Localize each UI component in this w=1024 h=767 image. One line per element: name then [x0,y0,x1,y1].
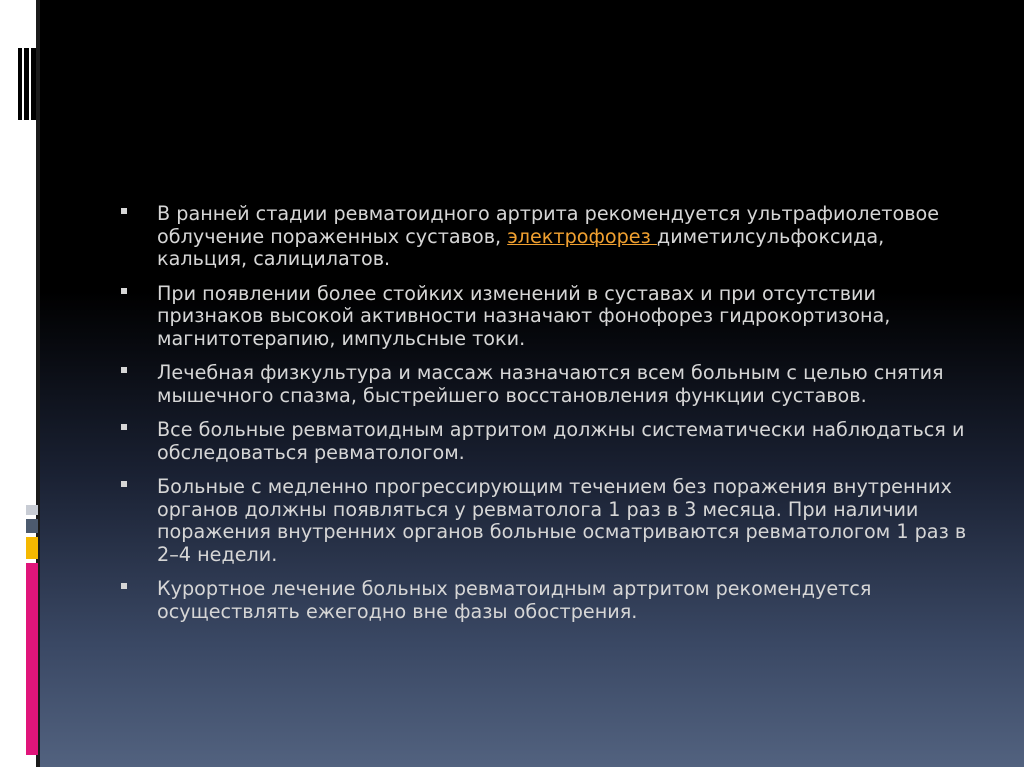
bullet-text: Курортное лечение больных ревматоидным артритом рекомендуется осуществлять ежегодно вне фазы обострения. [157,577,872,623]
bullet-text-continued: диметилсульфоксида, кальция, салицилатов. [157,224,885,270]
bullet-text: Больные с медленно прогрессирующим течением без поражения внутренних органов должны появляться у ревматолога 1 раз в 3 месяца. При наличии поражения внутренних органов больные осматриваются ревматологом 1 раз в 2–4 недели. [157,475,967,566]
bullet-marker [121,481,127,487]
bullet-marker [121,288,127,294]
list-item [118,203,978,271]
list-item [118,476,978,566]
electrophoresis-link[interactable]: электрофорез [507,224,657,248]
bullet-marker [121,583,127,589]
bullet-list [118,203,978,635]
bullet-marker [121,367,127,373]
list-item [118,578,978,623]
decorative-bars-top [0,48,40,120]
list-item [118,362,978,407]
list-item [118,419,978,464]
bullet-text: При появлении более стойких изменений в суставах и при отсутствии признаков высокой активности назначают фонофорез гидрокортизона, магнитотерапию, импульсные токи. [157,281,891,350]
bullet-marker [121,424,127,430]
bullet-marker [121,208,127,214]
list-item [118,283,978,351]
bullet-text: В ранней стадии ревматоидного артрита рекомендуется ультрафиолетовое облучение пораженных суставов, [157,202,940,248]
decorative-color-bars [26,505,38,755]
bullet-text: Все больные ревматоидным артритом должны систематически наблюдаться и обследоваться ревматологом. [157,418,965,464]
bullet-text: Лечебная физкультура и массаж назначаются всем больным с целью снятия мышечного спазма, быстрейшего восстановления функции суставов. [157,361,944,407]
